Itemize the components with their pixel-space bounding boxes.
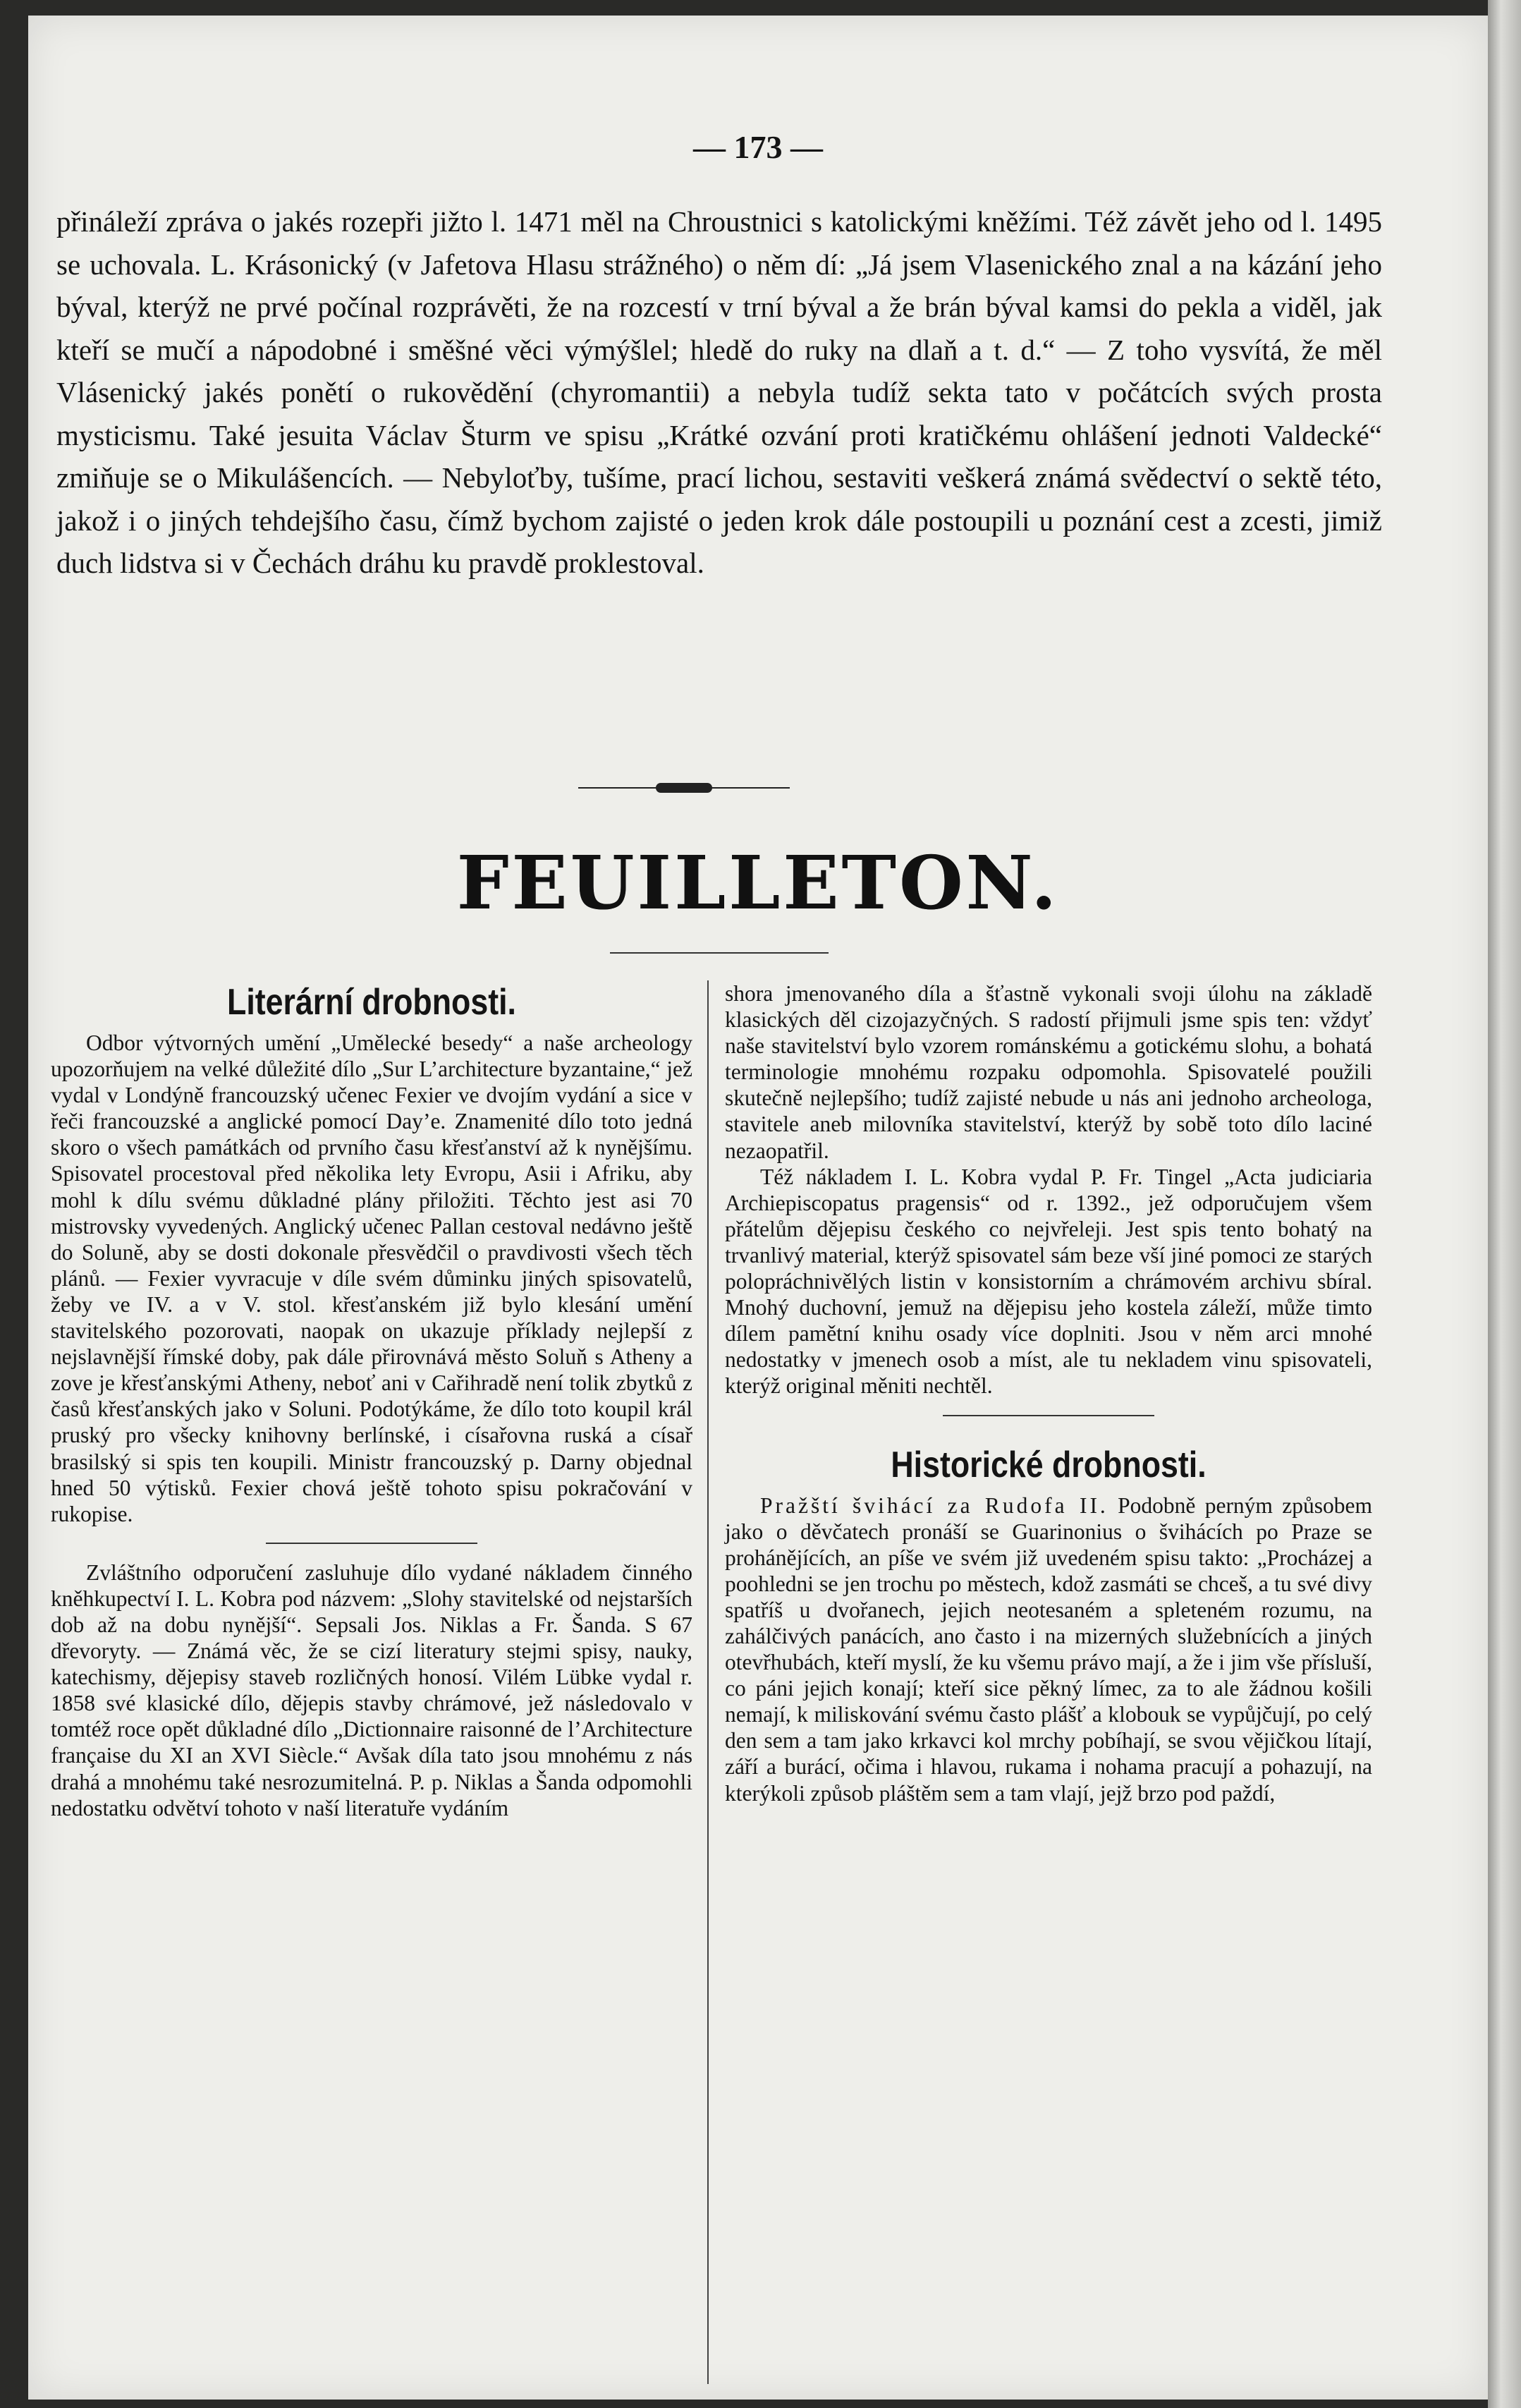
column-divider xyxy=(707,980,709,2384)
column-rule xyxy=(266,1543,477,1544)
left-column xyxy=(51,980,692,1821)
ornament-divider xyxy=(578,783,790,793)
page-edge xyxy=(1488,0,1521,2408)
page-number: — 173 — xyxy=(693,129,823,165)
paragraph-lead: Pražští švihácí za Rudofa II. xyxy=(760,1492,1108,1518)
section-heading-literary: Literární drobnosti. xyxy=(227,982,516,1023)
title-rule xyxy=(610,952,829,954)
paragraph: Odbor výtvorných umění „Umělecké besedy“ a naše archeology upozorňujem na velké důležité dílo „Sur L’architecture byzantaine,“ jež vydal v Londýně francouzský učenec Fexier ve dvojím vydání a sice v řeči francouzské a anglické pomocí Day’e. Znamenité dílo toto jedná skoro o všech památkách od prvního času křesťanství až k nynějšímu. Spisovatel procestoval před několika lety Evropu, Asii i Afriku, aby mohl k dílu svému důkladné plány přiložiti. Těchto jest asi 70 mistrovsky vyvedených. Anglický učenec Pallan cestoval nedávno ještě do Soluně, aby se dosti dokonale přesvědčil o pravdivosti všech těch plánů. — Fexier vyvracuje v díle svém důminku jiných spisovatelů, žeby ve IV. a v V. stol. křesťanském již bylo klesání umění stavitelského pozorovati, naopak on ukazuje příklady nejlepší z nejslavnější římské doby, pak dále přirovnává město Soluň s Atheny a zove je křesťanskými Atheny, neboť ani v Cařihradě není tolik zbytků z časů křesťanských jako v Soluni. Podotýkáme, že dílo toto koupil král pruský pro všecky knihovny berlínské, i císařovna ruská a císař brasilský si spis ten koupili. Ministr francouzský p. Darny objednal hned 50 výtisků. Fexier chová ještě tohoto spisu pokračování v rukopise. xyxy=(51,1030,692,1526)
feuilleton-title: FEUILLETON. xyxy=(456,839,1060,926)
paragraph-body: Podobně perným způsobem jako o děvčatech pronáší se Guarinonius o švihácích po Praze se prohánějících, an píše ve svém již uvedeném spisu takto: „Procházej a poohledni se jen trochu po městech, kdož zasmáti se chceš, a tu své divy spatříš u dvořanech, jejich neotesaném a spleteném rozumu, na zahálčivých panácích, ano často i na mizerných služebnících a jiných otevřhubách, kteří myslí, že ku všemu právo mají, a že i jim vše přísluší, co páni jejich konají; kteří sice pěkný límec, za to ale žádnou košili nemají, k miliskování svému často plášť a klobouk se vypůjčují, po celý den sem a tam jako krkavci kol mrchy pobíhají, se svou vějičkou lítají, září a burácí, očima i hlavou, rukama i nohama pracují a pohazují, na kterýkoli způsob pláštěm sem a tam vlají, jejž brzo pod paždí, xyxy=(725,1492,1372,1806)
intro-paragraph: přináleží zpráva o jakés rozepři jižto l. 1471 měl na Chroustnici s katolickými kněžími. Též závět jeho od l. 1495 se uchovala. L. Krásonický (v Jafetova Hlasu strážného) o něm dí: „Já jsem Vlasenického znal a na kázání jeho býval, kterýž ne prvé počínal rozprávěti, že na rozcestí v trní býval a že brán býval kamsi do pekla a viděl, jak kteří se mučí a nápodobné i směšné věci výmýšlel; hledě do ruky na dlaň a t. d.“ — Z toho vysvítá, že měl Vlásenický jakés ponětí o rukovědění (chyromantii) a nebyla tudíž sekta tato v počátcích svých prosta mysticismu. Také jesuita Václav Šturm ve spisu „Krátké ozvání proti kratičkému ohlášení jednoti Valdecké“ zmiňuje se o Mikulášencích. — Nebyloťby, tušíme, prací lichou, sestaviti veškerá známá svědectví o sektě této, jakož i o jiných tehdejšího času, čímž bychom zajisté o jeden krok dále postoupili u poznání cest a zcesti, jimiž duch lidstva si v Čechách dráhu ku pravdě proklestoval. xyxy=(56,205,1382,579)
paragraph: Zvláštního odporučení zasluhuje dílo vydané nákladem činného kněhkupectví I. L. Kobra pod názvem: „Slohy stavitelské od nejstarších dob až na dobu nynější“. Sepsali Jos. Niklas a Fr. Šanda. S 67 dřevoryty. — Známá věc, že se cizí literatury stejmi spisy, nauky, katechismy, dějepisy staveb rozličných honosí. Vilém Lübke vydal r. 1858 své klasické dílo, dějepis stavby chrámové, jež následovalo v tomtéž roce opět důkladné dílo „Dictionnaire raisonné de l’Architecture française du XI an XVI Siècle.“ Avšak díla tato jsou mnohému z nás drahá a mnohému také nesrozumitelná. P. p. Niklas a Šanda odpomohli nedostatku odvětví tohoto v naší literatuře vydáním xyxy=(51,1559,692,1820)
paragraph: Též nákladem I. L. Kobra vydal P. Fr. Tingel „Acta judiciaria Archiepiscopatus pragensis“ od r. 1392., jež odporučujem všem přátelům dějepisu českého co nejvřeleji. Jest spis tento bohatý na trvanlivý material, kterýž spisovatel sám beze vší jiné pomoci ze starých polopráchnivělých listin v konsistorním a chrámovém archivu sbíral. Mnohý duchovní, jemuž na dějepisu jeho kostela záleží, může timto dílem pamětní knihu osady více doplniti. Jsou v něm arci mnohé nedostatky v jmenech osob a míst, ale tu nekladem vinu spisovateli, kterýž original měniti nechtěl. xyxy=(725,1164,1372,1399)
paragraph xyxy=(725,1492,1372,1806)
column-rule xyxy=(943,1415,1154,1416)
newspaper-page xyxy=(28,16,1488,2400)
section-heading-historical: Historické drobnosti. xyxy=(891,1444,1207,1485)
intro-text-block xyxy=(56,200,1382,585)
right-column xyxy=(725,980,1372,1806)
paragraph: shora jmenovaného díla a šťastně vykonali svoji úlohu na základě klasických děl cizojazyčných. S radostí přijmuli jsme spis ten: vždyť naše stavitelství bylo vzorem románskému a gotickému slohu, a bohatá terminologie mnohému rozpaku odpomohla. Spisovatelé použili skutečně nejlepšího; tudíž zajisté nebude u nás ani jednoho archeologa, stavitele aneb milovníka stavitelství, kterýž by sobě toto dílo laciné nezaopatřil. xyxy=(725,981,1372,1163)
